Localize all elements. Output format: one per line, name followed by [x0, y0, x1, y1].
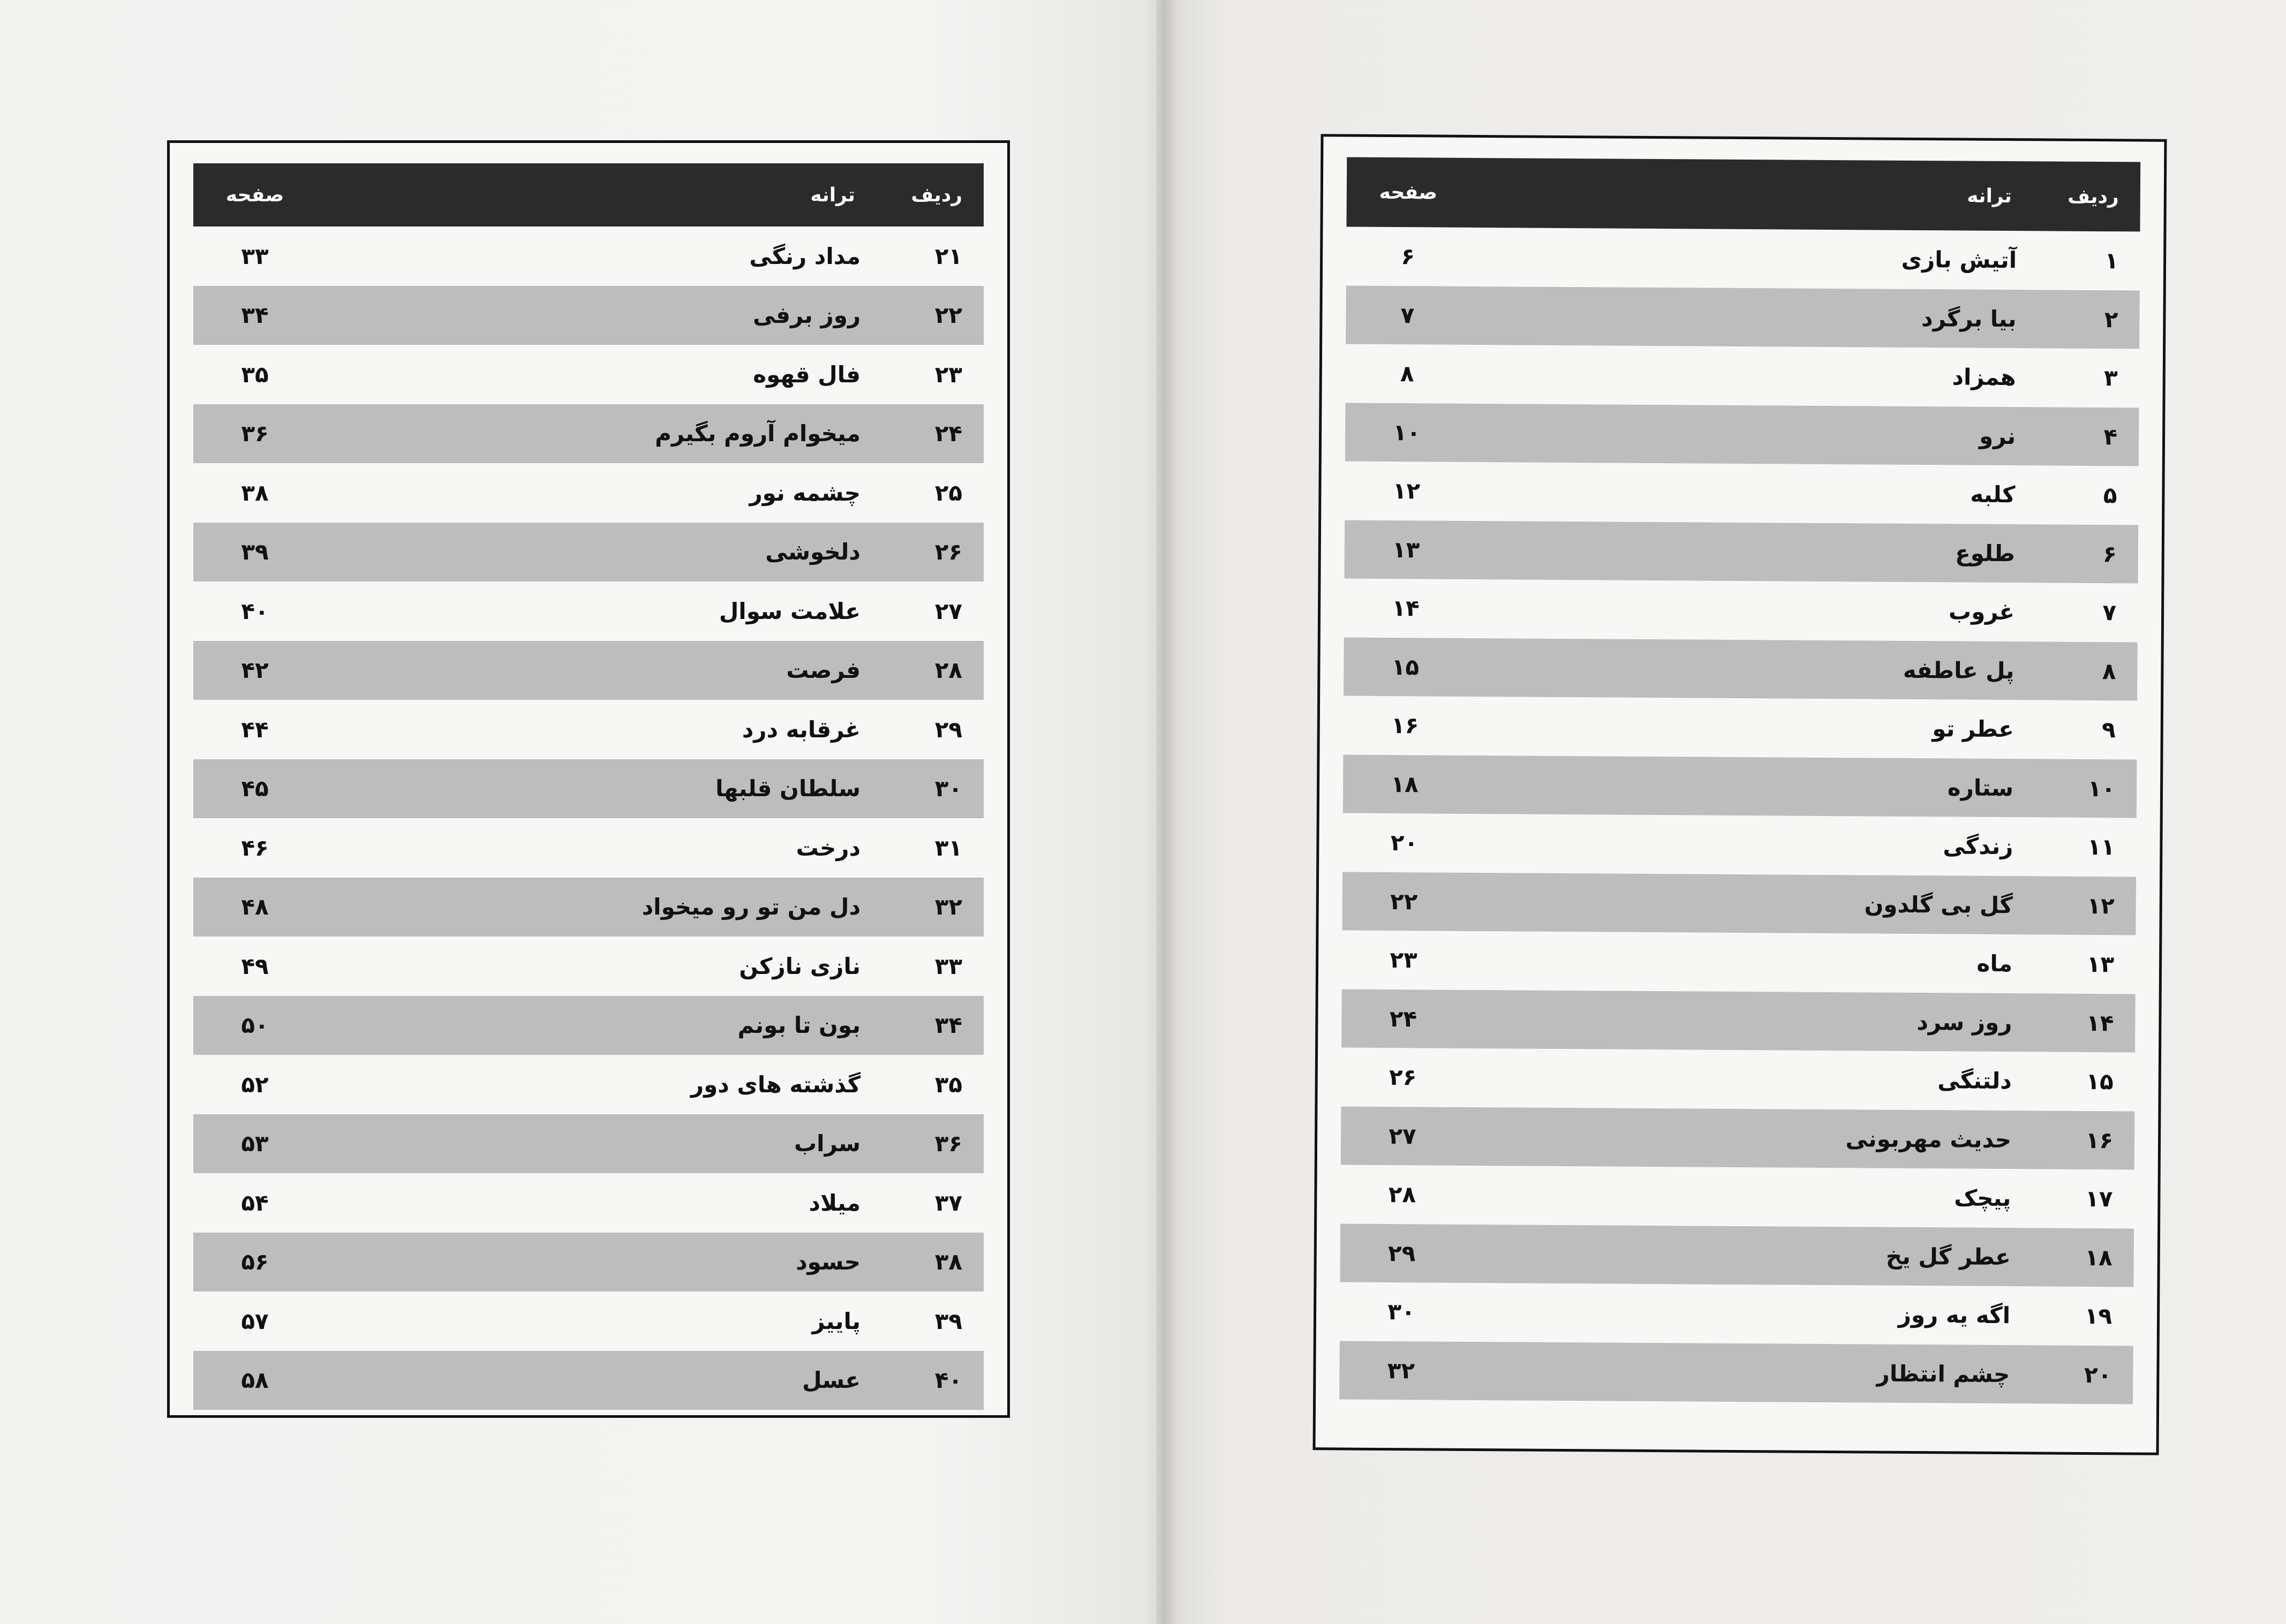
page-number: ۱۶	[1391, 712, 1419, 739]
table-row	[193, 1291, 984, 1351]
table-row	[193, 1351, 984, 1410]
toc-table-left	[167, 140, 1010, 1418]
song-title: میلاد	[809, 1189, 861, 1216]
column-header-page: صفحه	[1379, 181, 1438, 204]
page-number: ۳۵	[241, 361, 269, 388]
table-row	[1343, 754, 2137, 818]
row-number: ۱۵	[2086, 1068, 2114, 1095]
table-row	[193, 818, 984, 878]
page-number: ۵۶	[241, 1249, 269, 1275]
table-row	[1340, 1165, 2134, 1228]
table-row	[193, 1114, 984, 1174]
row-number: ۶	[2102, 540, 2117, 568]
page-number: ۴۵	[241, 775, 269, 802]
row-number: ۱۹	[2084, 1303, 2113, 1330]
row-number: ۳۶	[934, 1130, 962, 1157]
page-number: ۵۳	[241, 1130, 269, 1157]
column-header-page: صفحه	[225, 184, 284, 206]
song-title: ستاره	[1947, 774, 2014, 801]
table-row	[1345, 403, 2139, 466]
book-spine-fold	[1146, 0, 1178, 1624]
song-title: همزاد	[1952, 364, 2016, 391]
page-number: ۵۲	[241, 1071, 269, 1098]
song-title: مداد رنگی	[749, 243, 861, 269]
row-number: ۷	[2102, 599, 2117, 626]
page-number: ۵۴	[241, 1189, 269, 1216]
page-number: ۱۳	[1392, 536, 1420, 563]
row-number: ۹	[2101, 716, 2116, 743]
page-number: ۵۸	[241, 1367, 269, 1394]
table-row	[193, 1173, 984, 1233]
song-title: چشم انتظار	[1876, 1360, 2010, 1387]
song-title: کلبه	[1970, 481, 2016, 508]
page-number: ۲۷	[1389, 1122, 1416, 1150]
row-number: ۱۰	[2087, 775, 2116, 802]
song-title: درخت	[796, 834, 861, 861]
row-number: ۱۱	[2087, 834, 2115, 860]
table-row	[193, 878, 984, 937]
page-number: ۴۰	[241, 598, 269, 624]
song-title: اگه یه روز	[1898, 1302, 2011, 1329]
column-header-title: ترانه	[810, 184, 855, 206]
row-number: ۱۸	[2085, 1244, 2113, 1271]
row-number: ۱۴	[2086, 1009, 2114, 1037]
song-title: بیا برگرد	[1921, 305, 2017, 332]
song-title: فرصت	[786, 657, 861, 684]
row-number: ۵	[2103, 482, 2117, 509]
song-title: میخوام آروم بگیرم	[655, 420, 861, 447]
song-title: فال قهوه	[753, 361, 861, 388]
row-number: ۳۸	[934, 1249, 962, 1275]
table-row	[193, 759, 984, 819]
row-number: ۱۲	[2087, 892, 2115, 919]
table-row	[193, 641, 984, 700]
song-title: روز برفی	[753, 302, 861, 329]
table-row	[1340, 1282, 2134, 1346]
page-number: ۷	[1400, 301, 1415, 329]
toc-header	[1346, 157, 2140, 231]
table-row	[193, 936, 984, 996]
table-row	[1344, 578, 2138, 642]
page-number: ۱۲	[1392, 478, 1421, 504]
toc-rows-left	[193, 226, 984, 1410]
row-number: ۲	[2104, 306, 2118, 333]
table-row	[1346, 285, 2140, 349]
column-header-title: ترانه	[1967, 185, 2012, 207]
row-number: ۲۶	[934, 539, 962, 565]
song-title: آتیش بازی	[1901, 246, 2017, 274]
page-number: ۱۸	[1391, 771, 1419, 798]
table-row	[1341, 1106, 2135, 1170]
toc-rows-right	[1339, 226, 2140, 1404]
table-row	[193, 581, 984, 641]
song-title: پاییز	[812, 1308, 861, 1334]
page-number: ۳۶	[241, 420, 269, 447]
table-row	[1340, 1223, 2134, 1287]
row-number: ۲۱	[934, 243, 962, 269]
row-number: ۳۰	[934, 775, 962, 802]
page-number: ۸	[1400, 360, 1414, 387]
page-number: ۳۹	[241, 539, 269, 565]
song-title: نازی نازکن	[739, 953, 861, 979]
page-number: ۲۳	[1390, 947, 1417, 973]
row-number: ۲۹	[934, 716, 962, 743]
song-title: عطر تو	[1932, 715, 2014, 743]
song-title: پیچک	[1954, 1184, 2011, 1212]
song-title: گل بی گلدون	[1864, 891, 2013, 918]
row-number: ۲۵	[934, 479, 962, 506]
row-number: ۳۵	[934, 1071, 962, 1098]
table-row	[1342, 930, 2136, 994]
page-number: ۵۷	[241, 1308, 269, 1334]
row-number: ۸	[2102, 658, 2116, 685]
song-title: علامت سوال	[719, 598, 861, 624]
page-number: ۳۰	[1387, 1298, 1415, 1325]
song-title: حدیث مهربونی	[1845, 1125, 2012, 1153]
song-title: غروب	[1948, 598, 2015, 625]
table-row	[193, 404, 984, 464]
row-number: ۱۳	[2086, 951, 2115, 978]
song-title: غرقابه درد	[742, 716, 861, 743]
song-title: دلتنگی	[1937, 1067, 2012, 1094]
row-number: ۱	[2104, 247, 2119, 274]
page-number: ۳۳	[241, 243, 269, 269]
page-number: ۴۹	[241, 953, 269, 979]
table-row	[193, 523, 984, 582]
column-header-number: ردیف	[2068, 185, 2119, 208]
song-title: دل من تو رو میخواد	[642, 894, 861, 920]
column-header-number: ردیف	[911, 184, 962, 206]
table-row	[1341, 989, 2136, 1053]
page-number: ۴۴	[241, 716, 269, 743]
song-title: پل عاطفه	[1903, 656, 2015, 684]
table-row	[193, 996, 984, 1055]
song-title: سراب	[794, 1130, 861, 1157]
row-number: ۴	[2103, 423, 2118, 450]
song-title: سلطان قلبها	[715, 775, 861, 802]
row-number: ۲۰	[2084, 1361, 2112, 1388]
song-title: حسود	[796, 1249, 861, 1275]
page-number: ۲۲	[1390, 888, 1418, 915]
page-number: ۲۶	[1389, 1064, 1417, 1091]
table-row	[1344, 520, 2138, 584]
song-title: گذشته های دور	[690, 1071, 861, 1098]
row-number: ۳۳	[934, 953, 962, 979]
song-title: عسل	[802, 1367, 861, 1394]
table-row	[1339, 1341, 2133, 1404]
song-title: طلوع	[1955, 540, 2015, 566]
page-number: ۱۵	[1391, 653, 1420, 681]
table-row	[1343, 696, 2137, 759]
page-number: ۳۸	[241, 479, 269, 506]
table-row	[193, 1055, 984, 1114]
song-title: روز سرد	[1917, 1008, 2012, 1036]
table-row	[1342, 872, 2136, 935]
page-number: ۴۲	[241, 657, 269, 684]
song-title: دلخوشی	[765, 539, 861, 565]
row-number: ۱۶	[2085, 1127, 2114, 1154]
song-title: عطر گل یخ	[1885, 1243, 2011, 1270]
table-row	[193, 286, 984, 345]
row-number: ۳۹	[934, 1308, 962, 1334]
page-number: ۳۴	[241, 302, 269, 329]
row-number: ۱۷	[2085, 1185, 2113, 1212]
table-row	[1344, 637, 2138, 701]
table-row	[1345, 461, 2139, 525]
page-number: ۵۰	[241, 1012, 269, 1039]
table-row	[193, 345, 984, 404]
toc-table-right	[1313, 134, 2167, 1455]
row-number: ۲۲	[934, 302, 962, 329]
page-number: ۲۸	[1388, 1181, 1416, 1208]
row-number: ۲۴	[934, 420, 962, 447]
table-row	[193, 1233, 984, 1292]
row-number: ۳۷	[934, 1189, 962, 1216]
page-number: ۲۰	[1390, 829, 1419, 856]
table-row	[1342, 813, 2137, 877]
page-number: ۲۴	[1389, 1005, 1417, 1032]
page-number: ۱۴	[1392, 595, 1420, 622]
row-number: ۳۴	[934, 1012, 962, 1039]
song-title: بون تا بونم	[737, 1012, 861, 1039]
row-number: ۲۳	[934, 361, 962, 388]
row-number: ۳۲	[934, 894, 962, 920]
song-title: چشمه نور	[749, 479, 861, 506]
row-number: ۲۸	[934, 657, 962, 684]
page-number: ۱۰	[1393, 419, 1421, 446]
page-number: ۳۲	[1387, 1357, 1415, 1384]
row-number: ۳	[2103, 365, 2118, 391]
page-number: ۶	[1401, 243, 1415, 270]
page-number: ۲۹	[1387, 1240, 1416, 1267]
table-row	[193, 700, 984, 759]
table-row	[1346, 226, 2140, 290]
row-number: ۲۷	[934, 598, 962, 624]
table-row	[1341, 1047, 2135, 1111]
table-row	[193, 463, 984, 523]
page-number: ۴۸	[241, 894, 269, 920]
table-row	[1345, 344, 2139, 407]
song-title: ماه	[1976, 950, 2013, 977]
row-number: ۳۱	[934, 834, 962, 861]
row-number: ۴۰	[934, 1367, 962, 1394]
page-number: ۴۶	[241, 834, 269, 861]
table-row	[193, 226, 984, 286]
song-title: زندگی	[1943, 833, 2013, 860]
song-title: نرو	[1979, 422, 2016, 449]
toc-header	[193, 163, 984, 226]
